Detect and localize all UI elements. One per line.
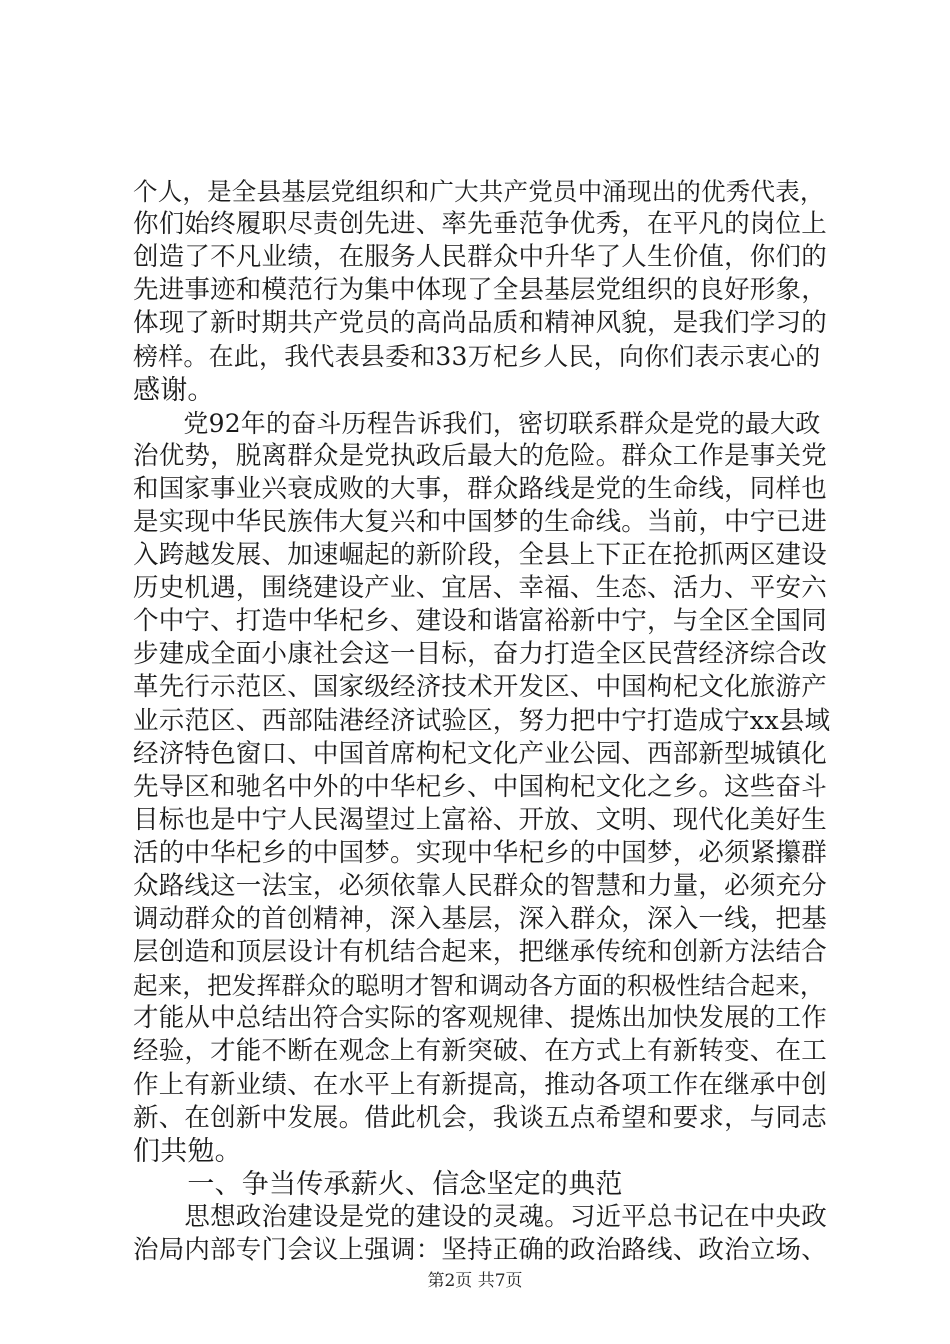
text-line: 众路线这一法宝，必须依靠人民群众的智慧和力量，必须充分 (133, 870, 827, 901)
text-line: 是实现中华民族伟大复兴和中国梦的生命线。当前，中宁已进 (133, 506, 827, 537)
text-line: 入跨越发展、加速崛起的新阶段，全县上下正在抢抓两区建设 (133, 540, 827, 571)
text-line: 治优势，脱离群众是党执政后最大的危险。群众工作是事关党 (133, 440, 827, 471)
text-line: 感谢。 (133, 374, 215, 406)
text-line: 作上有新业绩、在水平上有新提高，推动各项工作在继承中创 (133, 1069, 827, 1100)
text-line: 新、在创新中发展。借此机会，我谈五点希望和要求，与同志 (133, 1102, 827, 1133)
text-line: 历史机遇，围绕建设产业、宜居、幸福、生态、活力、平安六 (133, 573, 827, 604)
text-line: 思想政治建设是党的建设的灵魂。习近平总书记在中央政 (133, 1201, 827, 1232)
text-line: 个人，是全县基层党组织和广大共产党员中涌现出的优秀代表， (133, 177, 825, 206)
page-number: 第2页 共7页 (427, 1271, 523, 1291)
document-body (133, 175, 833, 1267)
text-line: 活的中华杞乡的中国梦。实现中华杞乡的中国梦，必须紧攥群 (133, 837, 827, 868)
text-line: 才能从中总结出符合实际的客观规律、提炼出加快发展的工作 (133, 1003, 827, 1034)
section-heading: 一、争当传承薪火、信念坚定的典范 (133, 1168, 623, 1200)
text-line: 体现了新时期共产党员的高尚品质和精神风貌，是我们学习的 (133, 308, 827, 339)
text-line: 目标也是中宁人民渴望过上富裕、开放、文明、现代化美好生 (133, 804, 827, 835)
text-line: 调动群众的首创精神，深入基层，深入群众，深入一线，把基 (133, 904, 827, 935)
text-line: 业示范区、西部陆港经济试验区，努力把中宁打造成宁xx县域 (133, 705, 831, 736)
text-line: 和国家事业兴衰成败的大事，群众路线是党的生命线，同样也 (133, 473, 827, 504)
text-line: 个中宁、打造中华杞乡、建设和谐富裕新中宁，与全区全国同 (133, 606, 827, 637)
text-line: 先进事迹和模范行为集中体现了全县基层党组织的良好形象， (133, 275, 827, 306)
text-line: 经济特色窗口、中国首席枸杞文化产业公园、西部新型城镇化 (133, 738, 827, 769)
text-line: 经验，才能不断在观念上有新突破、在方式上有新转变、在工 (133, 1036, 827, 1067)
text-line: 层创造和顶层设计有机结合起来，把继承传统和创新方法结合 (133, 937, 827, 968)
text-line: 起来，把发挥群众的聪明才智和调动各方面的积极性结合起来， (133, 971, 825, 1001)
text-line: 党92年的奋斗历程告诉我们，密切联系群众是党的最大政 (133, 408, 821, 438)
page-footer (0, 1270, 950, 1292)
text-line: 先导区和驰名中外的中华杞乡、中国枸杞文化之乡。这些奋斗 (133, 771, 827, 802)
text-line: 革先行示范区、国家级经济技术开发区、中国枸杞文化旅游产 (133, 672, 827, 703)
text-line: 你们始终履职尽责创先进、率先垂范争优秀，在平凡的岗位上 (133, 209, 827, 240)
text-line: 治局内部专门会议上强调：坚持正确的政治路线、政治立场、 (133, 1235, 827, 1265)
text-line: 榜样。在此，我代表县委和33万杞乡人民，向你们表示衷心的 (133, 342, 821, 372)
text-line: 们共勉。 (133, 1135, 242, 1167)
text-line: 创造了不凡业绩，在服务人民群众中升华了人生价值，你们的 (133, 242, 827, 273)
text-line: 步建成全面小康社会这一目标，奋力打造全区民营经济综合改 (133, 639, 827, 670)
